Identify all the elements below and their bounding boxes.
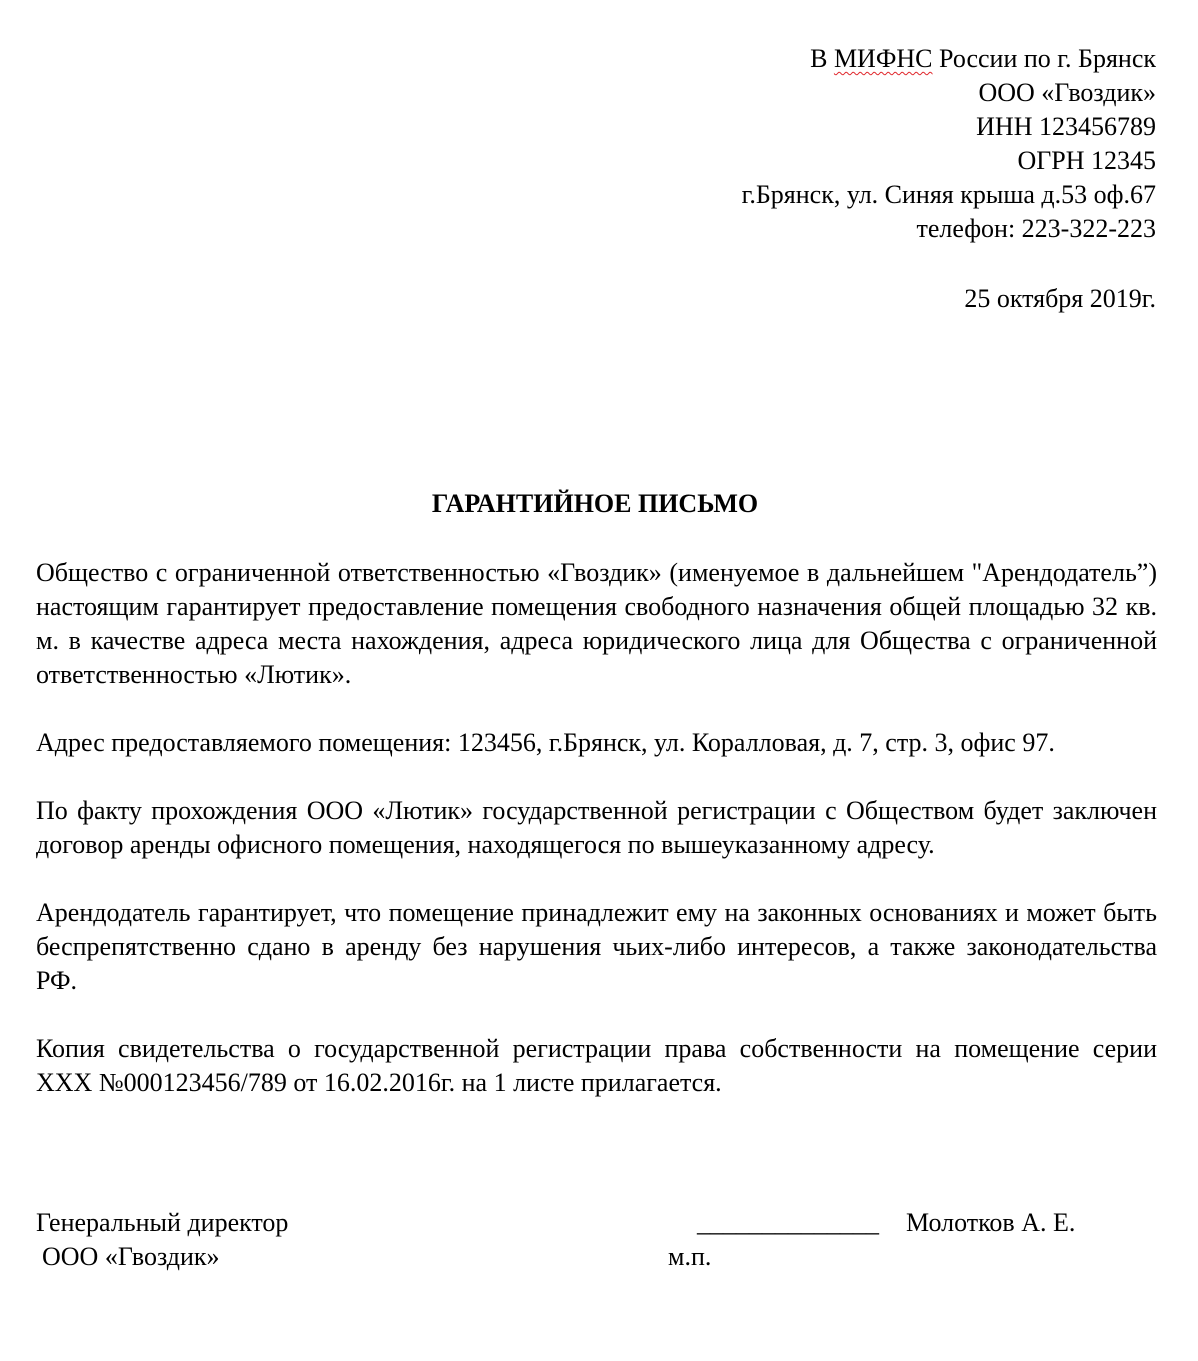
sender-inn: ИНН 123456789 [976,112,1156,141]
paragraph: Адрес предоставляемого помещения: 123456, г.Брянск, ул. Коралловая, д. 7, стр. 3, офис 97. [36,728,1055,757]
paragraph: Арендодатель гарантирует, что помещение принадлежит ему на законных основаниях и может быть беспрепятственно сдано в аренду без нарушения чьих-либо интересов, а также законодательства РФ. [36,898,1157,995]
recipient-line [742,42,1156,76]
sender-phone: телефон: 223-322-223 [916,214,1156,243]
recipient-org: МИФНС [833,44,933,73]
letter-date: 25 октября 2019г. [964,284,1156,313]
letter-header [742,42,1156,246]
paragraph: По факту прохождения ООО «Лютик» государственной регистрации с Обществом будет заключен договор аренды офисного помещения, находящегося по вышеуказанному адресу. [36,796,1157,859]
paragraph: Общество с ограниченной ответственностью «Гвоздик» (именуемое в дальнейшем "Арендодатель”) настоящим гарантирует предоставление помещения свободного назначения общей площадью 32 кв. м. в качестве адреса места нахождения, адреса юридического лица для Общества с ограниченной ответственностью «Лютик». [36,558,1157,689]
recipient-suffix: России по г. Брянск [932,44,1156,73]
sender-ogrn: ОГРН 12345 [1017,146,1156,175]
letter-body [36,556,1157,1134]
stamp-place: м.п. [668,1242,712,1271]
signature-line: ______________ [697,1208,879,1237]
sender-company: ООО «Гвоздик» [978,78,1156,107]
paragraph: Копия свидетельства о государственной регистрации права собственности на помещение серии XXX №000123456/789 от 16.02.2016г. на 1 листе прилагается. [36,1034,1157,1097]
letter-title: ГАРАНТИЙНОЕ ПИСЬМО [431,489,759,518]
signatory-company: ООО «Гвоздик» [42,1242,220,1271]
signatory-name: Молотков А. Е. [906,1208,1076,1237]
recipient-prefix: В [810,44,834,73]
sender-address: г.Брянск, ул. Синяя крыша д.53 оф.67 [741,180,1156,209]
signatory-position: Генеральный директор [36,1208,289,1237]
